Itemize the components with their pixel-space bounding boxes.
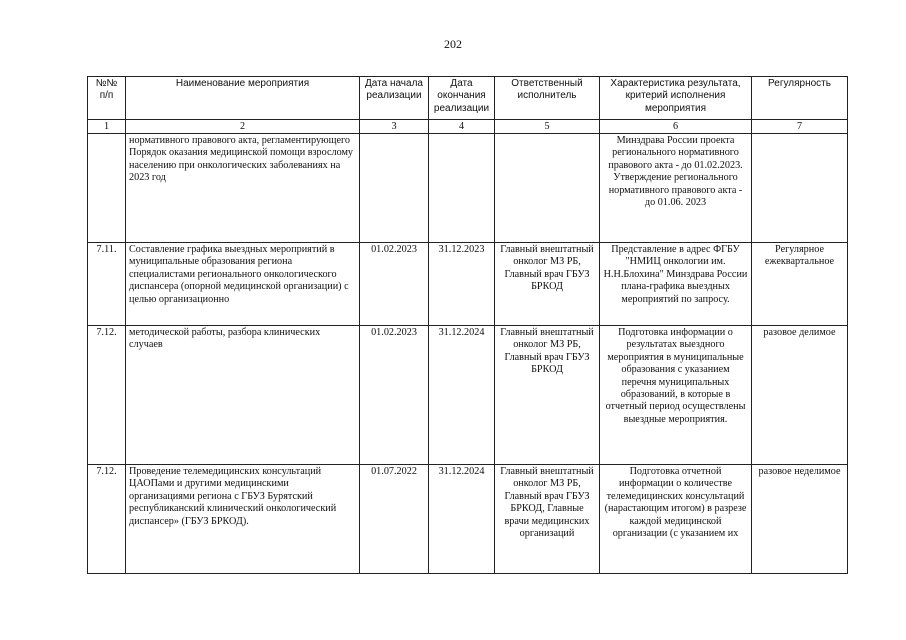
row-result: Представление в адрес ФГБУ "НМИЦ онкологии им. Н.Н.Блохина" Минздрава России плана-графика выездных мероприятий по запросу. xyxy=(600,243,752,326)
row-executor: Главный внештатный онколог МЗ РБ, Главный врач ГБУЗ БРКОД xyxy=(495,326,600,465)
column-number: 7 xyxy=(752,120,848,134)
table-row xyxy=(88,465,848,574)
row-executor: Главный внештатный онколог МЗ РБ, Главный врач ГБУЗ БРКОД xyxy=(495,243,600,326)
row-end-date: 31.12.2023 xyxy=(429,243,495,326)
row-end-date: 31.12.2024 xyxy=(429,465,495,574)
row-number: 7.12. xyxy=(88,465,126,574)
column-number: 5 xyxy=(495,120,600,134)
header-row xyxy=(88,77,848,120)
table-row xyxy=(88,243,848,326)
row-executor xyxy=(495,134,600,243)
row-end-date xyxy=(429,134,495,243)
header-executor: Ответственный исполнитель xyxy=(495,77,600,120)
row-start-date: 01.02.2023 xyxy=(360,243,429,326)
header-name: Наименование мероприятия xyxy=(126,77,360,120)
row-regularity: Регулярное ежеквартальное xyxy=(752,243,848,326)
row-executor: Главный внештатный онколог МЗ РБ, Главный врач ГБУЗ БРКОД, Главные врачи медицинских организаций xyxy=(495,465,600,574)
header-end-date: Дата окончания реализации xyxy=(429,77,495,120)
activities-table xyxy=(87,76,848,574)
column-number: 2 xyxy=(126,120,360,134)
column-number: 1 xyxy=(88,120,126,134)
page-number: 202 xyxy=(444,37,462,51)
row-regularity xyxy=(752,134,848,243)
row-regularity: разовое неделимое xyxy=(752,465,848,574)
column-number: 3 xyxy=(360,120,429,134)
table-row xyxy=(88,326,848,465)
column-number-row xyxy=(88,120,848,134)
table-row xyxy=(88,134,848,243)
row-start-date: 01.07.2022 xyxy=(360,465,429,574)
row-result: Подготовка информации о результатах выездного мероприятия в муниципальные образования с указанием перечня муниципальных образований, в которые в отчетный период осуществлены выездные мероприятия. xyxy=(600,326,752,465)
row-name: Составление графика выездных мероприятий в муниципальные образования региона специалистами регионального онкологического диспансера (опорной медицинской организации) с целью организационно xyxy=(126,243,360,326)
row-number xyxy=(88,134,126,243)
row-start-date: 01.02.2023 xyxy=(360,326,429,465)
row-name: нормативного правового акта, регламентирующего Порядок оказания медицинской помощи взрослому населению при онкологических заболеваниях на 2023 год xyxy=(126,134,360,243)
row-name: Проведение телемедицинских консультаций ЦАОПами и другими медицинскими организациями региона с ГБУЗ Бурятский республиканский клинический онкологический диспансер» (ГБУЗ БРКОД). xyxy=(126,465,360,574)
row-regularity: разовое делимое xyxy=(752,326,848,465)
row-name: методической работы, разбора клинических случаев xyxy=(126,326,360,465)
row-end-date: 31.12.2024 xyxy=(429,326,495,465)
header-start-date: Дата начала реализации xyxy=(360,77,429,120)
row-number: 7.11. xyxy=(88,243,126,326)
row-result: Подготовка отчетной информации о количестве телемедицинских консультаций (нарастающим итогом) в разрезе каждой медицинской организации (с указанием их xyxy=(600,465,752,574)
header-num: №№ п/п xyxy=(88,77,126,120)
row-start-date xyxy=(360,134,429,243)
column-number: 4 xyxy=(429,120,495,134)
header-result: Характеристика результата, критерий исполнения мероприятия xyxy=(600,77,752,120)
row-number: 7.12. xyxy=(88,326,126,465)
header-regularity: Регулярность xyxy=(752,77,848,120)
row-result: Минздрава России проекта регионального нормативного правового акта - до 01.02.2023. Утверждение регионального нормативного правового акта - до 01.06. 2023 xyxy=(600,134,752,243)
column-number: 6 xyxy=(600,120,752,134)
